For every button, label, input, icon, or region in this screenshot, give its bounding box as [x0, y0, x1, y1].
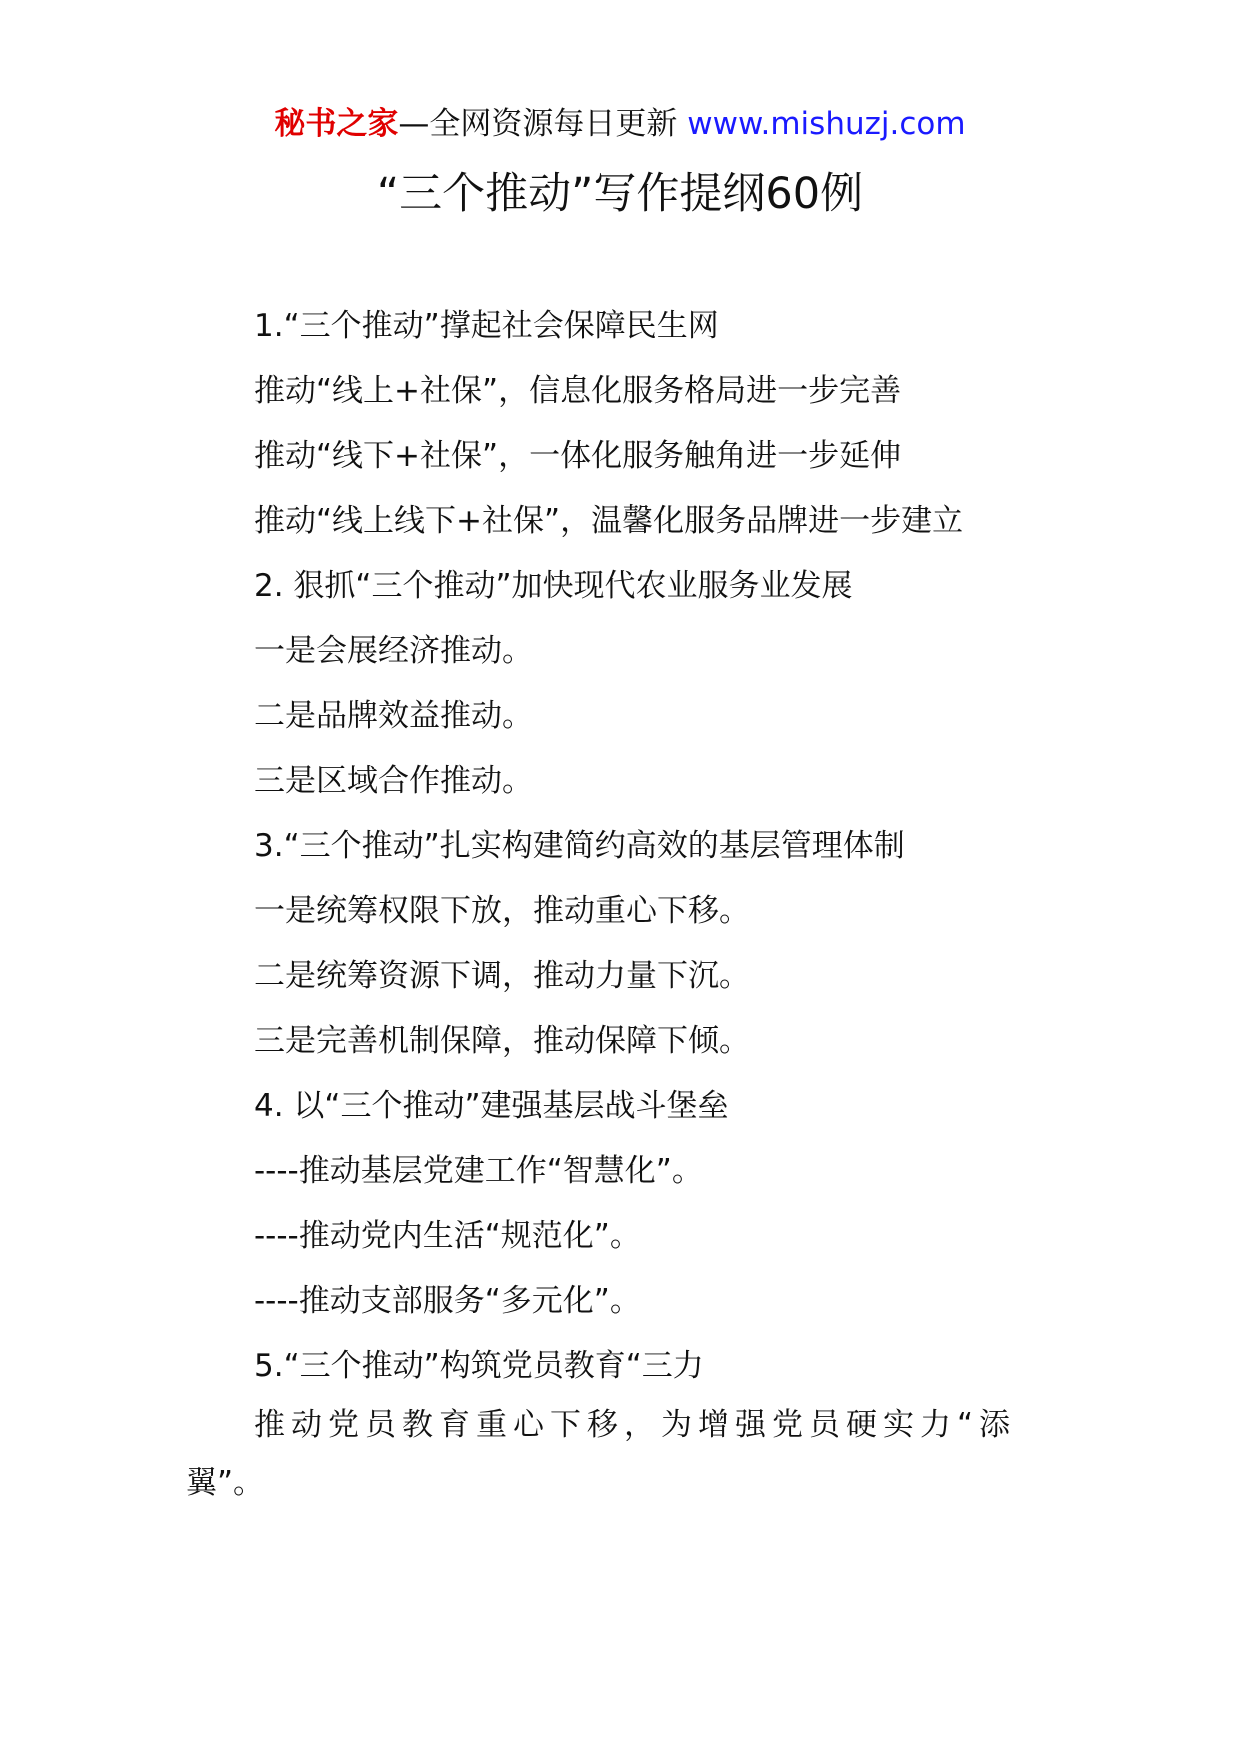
outline-item: 推动“线上+社保”，信息化服务格局进一步完善	[254, 373, 902, 409]
outline-item: 二是品牌效益推动。	[254, 698, 533, 734]
outline-item: 推动“线上线下+社保”，温馨化服务品牌进一步建立	[254, 503, 964, 539]
outline-list	[254, 294, 1074, 1399]
paragraph-line: 推动党员教育重心下移，为增强党员硬实力“添	[254, 1407, 1017, 1443]
site-banner	[0, 102, 1240, 146]
outline-heading-3: 3.“三个推动”扎实构建简约高效的基层管理体制	[254, 828, 905, 864]
outline-item: ----推动基层党建工作“智慧化”。	[254, 1153, 703, 1189]
paragraph-line: 翼”。	[186, 1465, 265, 1501]
outline-item: 一是会展经济推动。	[254, 633, 533, 669]
outline-item: ----推动支部服务“多元化”。	[254, 1283, 641, 1319]
outline-heading-2: 2. 狠抓“三个推动”加快现代农业服务业发展	[254, 568, 853, 604]
outline-item: ----推动党内生活“规范化”。	[254, 1218, 641, 1254]
outline-heading-1: 1.“三个推动”撑起社会保障民生网	[254, 308, 719, 344]
outline-item: 二是统筹资源下调，推动力量下沉。	[254, 958, 750, 994]
outline-item: 一是统筹权限下放，推动重心下移。	[254, 893, 750, 929]
outline-item: 三是完善机制保障，推动保障下倾。	[254, 1023, 750, 1059]
outline-item: 三是区域合作推动。	[254, 763, 533, 799]
body-paragraph	[186, 1396, 1058, 1512]
document-title: “三个推动”写作提纲60例	[376, 169, 864, 219]
outline-heading-4: 4. 以“三个推动”建强基层战斗堡垒	[254, 1088, 729, 1124]
outline-item: 推动“线下+社保”，一体化服务触角进一步延伸	[254, 438, 902, 474]
outline-heading-5: 5.“三个推动”构筑党员教育“三力	[254, 1348, 704, 1384]
site-url-link[interactable]: www.mishuzj.com	[687, 106, 966, 142]
brand-name: 秘书之家	[274, 106, 399, 142]
banner-tagline: —全网资源每日更新	[398, 106, 688, 142]
